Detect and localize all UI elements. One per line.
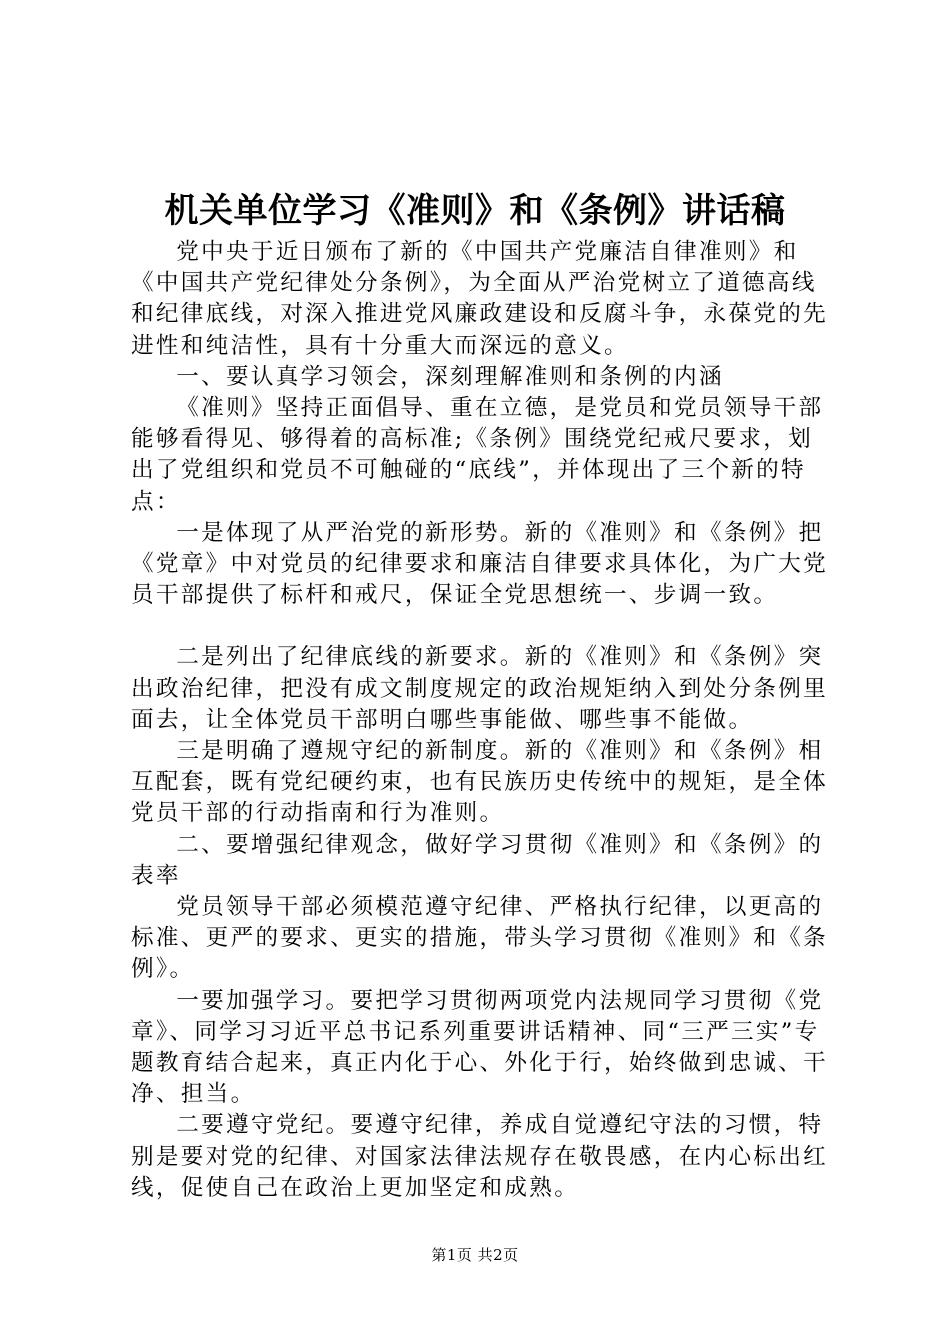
paragraph: 一要加强学习。要把学习贯彻两项党内法规同学习贯彻《党章》、同学习习近平总书记系列重要讲话精神、同“三严三实”专题教育结合起来，真正内化于心、外化于行，始终做到忠诚、干净、担当。	[131, 987, 829, 1108]
paragraph: 《准则》坚持正面倡导、重在立德，是党员和党员领导干部能够看得见、够得着的高标准;《条例》围绕党纪戒尺要求，划出了党组织和党员不可触碰的“底线”，并体现出了三个新的特点：	[131, 395, 824, 515]
paragraph: 党员领导干部必须模范遵守纪律、严格执行纪律，以更高的标准、更严的要求、更实的措施，带头学习贯彻《准则》和《条例》。	[131, 894, 829, 983]
paragraph-intro: 党中央于近日颁布了新的《中国共产党廉洁自律准则》和《中国共产党纪律处分条例》，为全面从严治党树立了道德高线和纪律底线，对深入推进党风廉政建设和反腐斗争，永葆党的先进性和纯洁性，具有十分重大而深远的意义。	[131, 239, 829, 359]
section-heading-2: 二、要增强纪律观念，做好学习贯彻《准则》和《条例》的表率	[131, 831, 824, 889]
paragraph: 二要遵守党纪。要遵守纪律，养成自觉遵纪守法的习惯，特别是要对党的纪律、对国家法律法规存在敬畏感，在内心标出红线，促使自己在政治上更加坚定和成熟。	[131, 1112, 829, 1201]
section-heading-1: 一、要认真学习领会，深刻理解准则和条例的内涵	[176, 363, 724, 390]
paragraph: 二是列出了纪律底线的新要求。新的《准则》和《条例》突出政治纪律，把没有成文制度规定的政治规矩纳入到处分条例里面去，让全体党员干部明白哪些事能做、哪些事不能做。	[131, 644, 829, 733]
document-title: 机关单位学习《准则》和《条例》讲话稿	[164, 191, 786, 231]
page-indicator: 第1页 共2页	[431, 1246, 519, 1264]
paragraph: 三是明确了遵规守纪的新制度。新的《准则》和《条例》相互配套，既有党纪硬约束，也有民族历史传统中的规矩，是全体党员干部的行动指南和行为准则。	[131, 738, 829, 827]
document-body	[131, 237, 837, 1204]
paragraph: 一是体现了从严治党的新形势。新的《准则》和《条例》把《党章》中对党员的纪律要求和廉洁自律要求具体化，为广大党员干部提供了标杆和戒尺，保证全党思想统一、步调一致。	[131, 519, 829, 609]
